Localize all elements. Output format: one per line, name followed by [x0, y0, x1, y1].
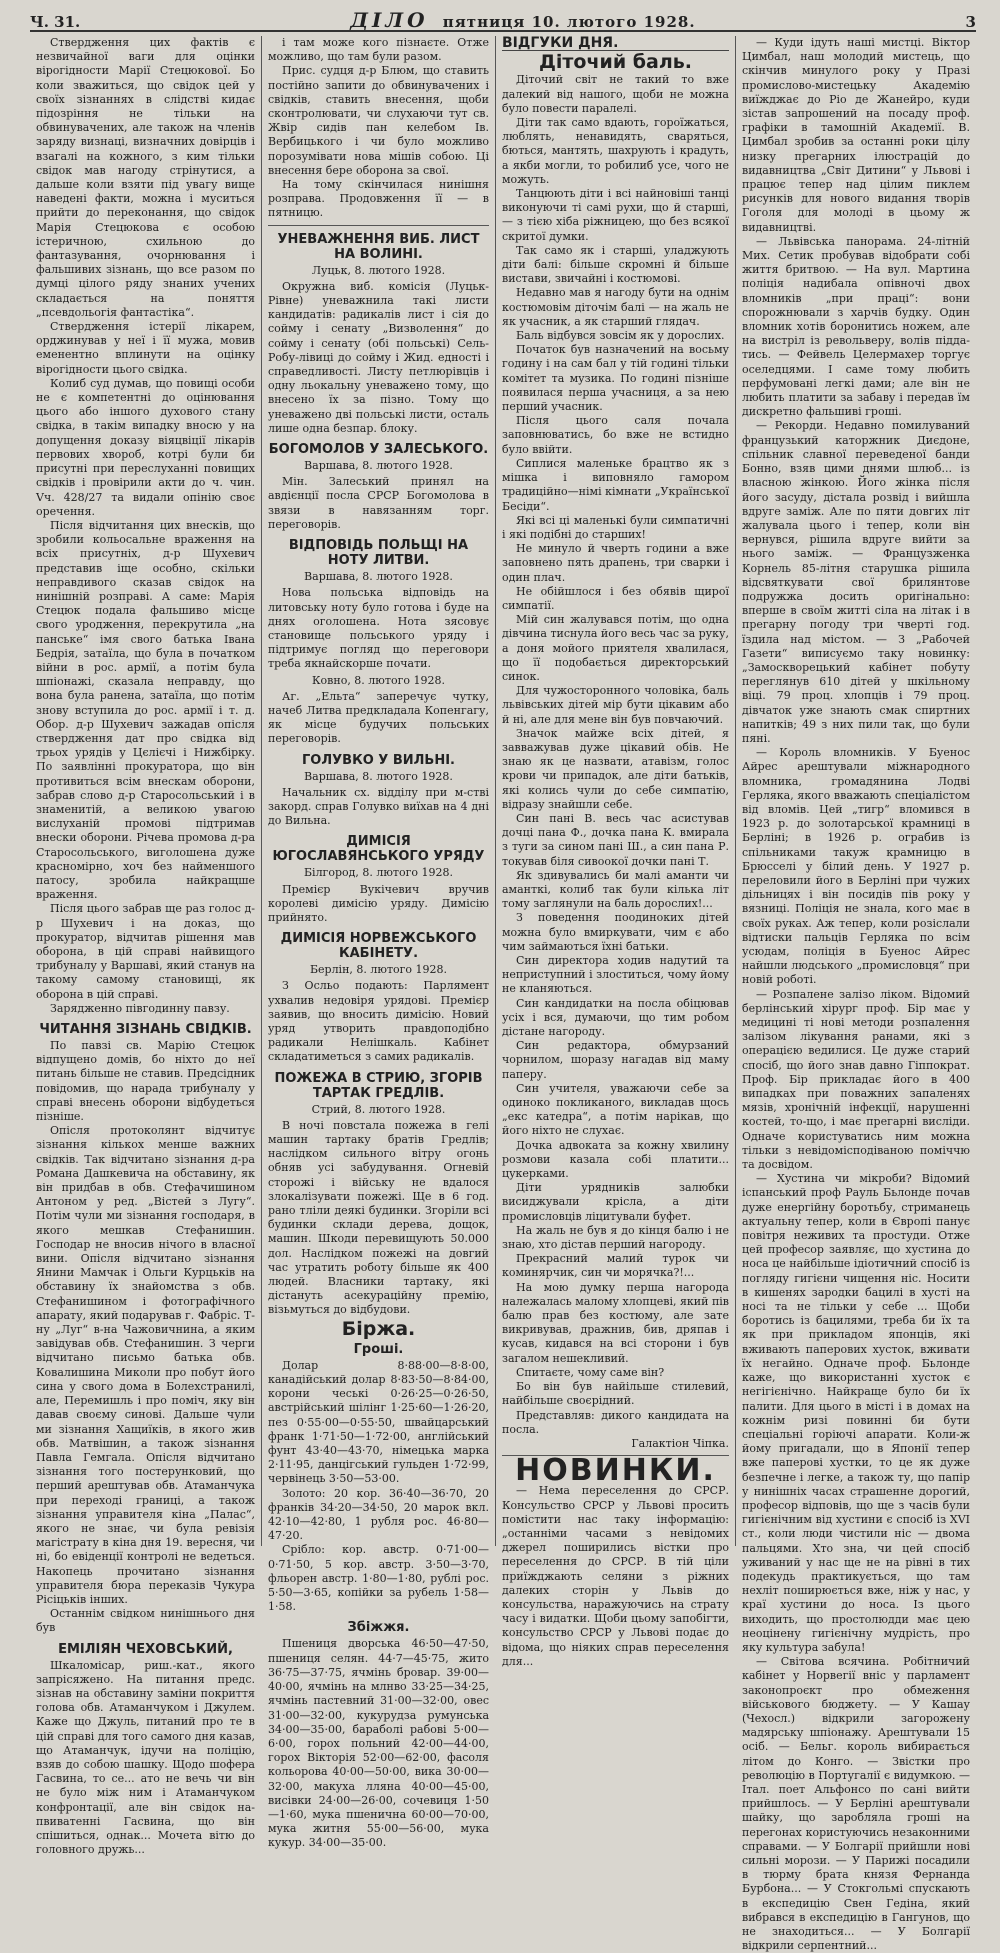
- article-paragraph: Після цього саля почала заповнюватись, бо вже не встидно було ввійти.: [502, 414, 729, 456]
- article-paragraph: Окружна виб. комісія (Луцьк-Рівне) уневажнила такі листи кандидатів: радикалів лист і сія до сойму і сенату „Визволення“ до сойму і сенату (обі польські) Сель-Робу-лівиці до сойму і Жид. едності і справедливості. Листу петлюрівців і одну льокальну уневажено тому, що внесено їх за пізно. Тому що уневажено дві польські листи, осталь лише одна безпар. блоку.: [268, 279, 489, 435]
- dateline: Берлін, 8. лютого 1928.: [309, 963, 448, 977]
- article-paragraph: Дочка адвоката за кожну хвилину розмови казала собі платити... цукерками.: [502, 1138, 729, 1181]
- article-paragraph: Як здивувались би малі аманти чи аманткі, колиб так були кілька літ тому заглянули на баль дорослих!...: [502, 868, 729, 911]
- news-headline: ПОЖЕЖА В СТРИЮ, ЗГОРІВ ТАРТАК ГРЕДЛІВ.: [274, 1070, 483, 1101]
- article-paragraph: Значок майже всіх дітей, я завважував дуже цікавий обів. Не знаю як це назвати, атавізм, голос крови чи припадок, але діти батьків, які колись чули до себе симпатію, відразу знайшли себе.: [502, 726, 729, 811]
- article-paragraph: Мій син жалувався потім, що одна дівчина тиснула його весь час за руку, а доня мойого приятеля хвалилася, що її подобається директорський синок.: [502, 613, 729, 683]
- article-paragraph: Які всі ці маленькі були симпатичні і які подібні до старших!: [502, 513, 729, 541]
- article-paragraph: На тому скінчилася нинішня розправа. Продовження її — в пятницю.: [268, 178, 489, 220]
- news-headline: ДИМІСІЯ НОРВЕЖСЬКОГО КАБІНЕТУ.: [280, 931, 477, 962]
- market-paragraph: Пшениця дворська 46·50—47·50, пшениця селян. 44·7—45·75, жито 36·75—37·75, ячмінь бровар. 39·00—40·00, ячмінь на млнво 33·25—34·25, ячмінь пастевний 31·00—32·00, овес 31·00—32·00, кукурудза румунська 34·00—35·00, бараболі рабові 5·00—6·00, горох польний 42·00—44·00, горох Вікторія 52·00—62·00, фасоля кольорова 40·00—50·00, вика 30·00—32·00, макуха лляна 40·00—45·00, висівки 24·00—26·00, сочевиця 1·50—1·60, мука пшенична 60·00—70·00, мука житня 55·00—56·00, мука кукур. 34·00—35·00.: [268, 1637, 489, 1850]
- article-paragraph: Син пані В. весь час асистував дочці пана Ф., дочка пана К. вмирала з туги за сином пані Ш., а син пана Р. токував біля сивоокої дочки пані Т.: [502, 811, 729, 868]
- article-paragraph: Після відчитання цих внесків, що зробили кольосальне враження на всіх присутніх, д-р Шухевич представив іще особно, скільки неправдивого сказав свідок на нинішній розправі. А саме: Марія Стецюк подала фальшиво місце свого уродження, перекрутила „на панське“ імя свого батька Івана Бедрія, затаїла, що була в початком війни в рос. армії, а потім була шпіонажі, сказала неправду, що вона була ранена, затаїла, що потім знову вступила до рос. армії і т. д. Обор. д-р Шухевич зажадав опісля ствердження дат про свідка від трьох урядів у Цєлієчі і Нижбірку. По заявлінні прокуратора, що він противиться всім внескам оборони, забрав слово д-р Старосольський і в знаменитій, а великою увагою вислуханій промові підтримав внески оборони. Річева промова д-ра Старосольського, виголошена дуже красномірно, хоч без найменшого патосу, зробила найкращше враження.: [36, 518, 255, 902]
- news-paragraph: — Хустина чи мікроби? Відомий іспанський проф Рауль Бьлонде почав дуже енергійну боротьбу, стриманець актуальну тепер, коли в Європі панує повітря неживих та простуди. Отже цей професор заявляє, що хустина до носа це найбільше ідіотичний спосіб із погляду гигієни чищення ніс. Носити в кишенях зародки бацилі в хусті на носі та не тільки у себе ... Щоби боротись із бацилями, треба би їх та як при прикладом японців, які вживають паперових хусток, вживати їх негайно. Одначе проф. Бьлонде каже, що використанні хусток є негігієнічно. Найкраще було би їх палити. Для цього в місті і в домах на кожнім ризі повинні би бути спеціальні горіючі апарати. Коли-ж йому пригадали, що в Японії тепер вже паперові хустки, то це як дуже безпечне і легке, а також ту, що папір у нинішніх часах страшенне дорогий, професор відповів, що ще з часів були гигієнічним від хустини є спосіб із XVI ст., коли люди чистили ніс — двома пальцями. Хто зна, чи цей спосіб уживаний у нас ще не на рівні в тих подекудь практикується, що там нехліт поширюється вже, ніж у нас, у краї хустини до носа. Із цього виходить, що простолюдди має цею неоцінену гигієнічну мудрість, про яку культура забула!: [742, 1172, 970, 1654]
- news-headline: ГОЛУВКО У ВИЛЬНІ.: [302, 752, 455, 768]
- article-paragraph: Син редактора, обмурзаний чорнилом, шоразу нагадав від маму паперу.: [502, 1039, 729, 1081]
- article-paragraph: Ствердження істерії лікарем, орджинував у неї і її мужа, мовив еменентно вплинути на оцінку вірогідности цього свідка.: [36, 320, 255, 376]
- section-title-news: НОВИНКИ.: [515, 1453, 716, 1489]
- dateline: Ковно, 8. лютого 1928.: [312, 673, 445, 687]
- news-paragraph: — Львівська панорама. 24-літній Мих. Сетик пробував відобрати собі життя бритвою. — На вул. Мартина поліція надибала опівночі двох вломників „при праці“: вони спорожнювали з харчів будку. Один вломник хотів боронитись ножем, але на вистріл із револьверу, волів підда-тись. — Фейвель Целермахер торгує оселедцями. І саме тому любить перфумовані легкі дами; але він не любить платити за забаву і передав їм дискретно фальшиві гроші.: [742, 234, 970, 419]
- article-paragraph: Для чужосторонного чоловіка, баль львівських дітей мір бути цікавим або й ні, але для мене він був повчаючий.: [502, 684, 729, 726]
- news-headline: ВІДПОВІДЬ ПОЛЬЩІ НА НОТУ ЛИТВИ.: [288, 538, 469, 569]
- column-1: [30, 36, 262, 1857]
- dateline: Варшава, 8. лютого 1928.: [304, 459, 453, 473]
- masthead-center: [350, 8, 695, 32]
- news-headline: ДИМІСІЯ ЮГОСЛАВЯНСЬКОГО УРЯДУ: [272, 834, 485, 865]
- market-paragraph: Срібло: кор. австр. 0·71·00—0·71·50, 5 кор. австр. 3·50—3·70, фльорен австр. 1·80—1·80, рублі рос. 5·50—3·65, копійки за рубель 1·58—1·58.: [268, 1543, 489, 1614]
- article-paragraph: Син директора ходив надутий та неприступний і злоститься, чому йому не кланяються.: [502, 954, 729, 996]
- article-paragraph: Початок був назначений на восьму годину і на сам бал у тій годині тільки комітет та музика. По годині пізніше появилася перша учасниця, а за нею перший учасник.: [502, 343, 729, 414]
- article-paragraph: Так само як і старші, уладжують діти балі: більше скромні й більше вистави, звичайні і костюмові.: [502, 243, 729, 286]
- divider: [268, 225, 489, 226]
- news-paragraph: — Куди ідуть наші мистці. Віктор Цимбал, наш молодий мистець, що скінчив минулого року у Празі промислово-мистецьку Академію виїжджає до Ріо де Жанейро, куди зістав запрошений на посаду проф. графіки в тамошній Академії. В. Цимбал зробив за останні роки цілу низку прегарних ілюстрацій до видавництва „Світ Дитини“ у Львові і працює тепер над цілим пиклем рисунків для нового видання творів Гоголя для молоді в цьому ж видавництві.: [742, 36, 970, 234]
- news-paragraph: — Рекорди. Недавно помилуваний французький каторжник Диєдоне, спільник славної переведеної банди Бонно, взяв цими днями шлюб... із власною жінкою. Його жінка після його засуду, дістала розвід і вийшла вдруге заміж. Але по пяти довгих літ жалувала цього і тепер, коли він вернувся, рішила вдруге вийти за нього заміж. — Французженка Корнель 85-літня старушка рішила відсвяткувати свої брилянтове подружжа досить оригінально: вперше в своїм житті сіла на літак і в прегарну погоду три чверті год. їздила над містом. — З „Рабочей Газети“ виписуємо таку новинку: „Замоскворецький кабінет побуту переглянув 610 дітей у шкільному віці. 79 проц. хлопців і 79 проц. дівчаток уже знають смак спиртних напитків; 49 з них пили так, що були пяні.: [742, 419, 970, 745]
- article-paragraph: На мою думку перша нагорода належалась малому хлопцеві, який пів балю прав без костюму, але зате викривував, дражнив, бив, дряпав і кусав, кидався на всі сторони і був загалом нешекливий.: [502, 1280, 729, 1365]
- article-paragraph: Не минуло й чверть години а вже заповнено пять драпень, три сварки і один плач.: [502, 542, 729, 584]
- page-number-right: 3: [965, 13, 976, 31]
- article-paragraph: З поведення поодиноких дітей можна було вмиркувати, чим є або чим займаються їхні батьки.: [502, 911, 729, 953]
- subheading: Збіжжя.: [347, 1620, 410, 1636]
- subheading: ЕМІЛІЯН ЧЕХОВСЬКИЙ,: [58, 1641, 233, 1657]
- article-paragraph: Син кандидатки на посла обіцював усіх і вся, думаючи, що тим робом дістане нагороду.: [502, 996, 729, 1039]
- article-paragraph: Премієр Вукічевич вручив королеві димісію уряду. Димісію прийнято.: [268, 882, 489, 924]
- article-paragraph: Зарядженно півгодинну павзу.: [50, 1001, 230, 1015]
- section-title-birzha: Біржа.: [341, 1317, 416, 1340]
- market-paragraph: Золото: 20 кор. 36·40—36·70, 20 франків 34·20—34·50, 20 марок вкл. 42·10—42·80, 1 рубля рос. 46·80—47·20.: [268, 1486, 489, 1543]
- news-paragraph: — Світова всячина. Робітничий кабінет у Норвегії вніс у парламент законопроєкт про обмеження військового бюджету. — У Кашау (Чехосл.) відкрили загорожену мадярську шпіонажу. Арештували 15 осіб. — Бельг. король вибирається літом до Конго. — Звістки про революцію в Португалії є видумкою. — Італ. поет Альфонсо по сані вийти прийшлось. — У Берліні арештували шайку, що заробляла гроші на перегонах користуючись незаконними справами. — У Болгарії прийшли нові сильні морози. — У Парижі посадили в тюрму брата князя Фернанда Бурбона... — У Стокгольмі спускають в експедицію Свен Гедіна, який вибрався в експедицію в Гангунов, що не знаходиться... — У Болгарії відкрили серпентний...: [742, 1655, 970, 1953]
- article-paragraph: Діти урядників залюбки висиджували крісла, а діти промисловців ліцитували буфет.: [502, 1181, 729, 1223]
- article-paragraph: Діти так само вдають, гороїжаться, люблять, ненавидять, сваряться, бються, мантять, шахрують і крадуть, а якби могли, то робилиб усе, чого не можуть.: [502, 116, 729, 186]
- article-paragraph: Не обійшлося і без обявів щирої симпатії.: [502, 584, 729, 612]
- news-paragraph: — Нема переселення до СРСР. Консульство СРСР у Львові просить помістити нас таку інформацію: „останніми часами з невідомих джерел поширились вістки про переселення до СРСР. В тій ціли приїжджають селяни з ріжних далеких сторін у Львів до консульства, наражуючись на страту часу і видатки. Щоби цьому запобігти, консульство СРСР у Львові подає до відома, що ніяких справ переселення для...: [502, 1484, 729, 1668]
- article-paragraph: Прекрасний малий турок чи коминярчик, син чи морячка?!...: [502, 1252, 729, 1280]
- column-3: [496, 35, 736, 1668]
- market-paragraph: Долар 8·88·00—8·8·00, канадійський долар 8·83·50—8·84·00, корони чеські 0·26·25—0·26·50, австрійський шілінг 1·25·60—1·26·20, пез 0·55·00—0·55·50, швайцарський франк 1·71·50—1·72·00, англійський фунт 43·40—43·70, німецька марка 2·11·95, данцігський гульден 1·72·99, червінець 3·50—53·00.: [268, 1358, 489, 1486]
- feuilleton-title: Діточий баль.: [538, 51, 693, 74]
- article-paragraph: Сиплися маленьке брацтво як з мішка і виповняло гамором традиційно—німі кімнати „Української Бесіди“.: [502, 456, 729, 513]
- article-paragraph: Прис. судця д-р Блюм, що ставить постійно запити до обвинувачених і свідків, ставить внесення, щоби сконтролювати, чи слухаючи тут св. Жвір сидів пан келебом Ів. Вербицького і чи було можливо порозумівати нова мішів собою. Ці внесення бере оборона за свої.: [268, 64, 489, 177]
- article-paragraph: На жаль не був я до кінця балю і не знаю, хто дістав перший нагороду.: [502, 1223, 729, 1252]
- article-paragraph: З Осльо подають: Парлямент ухвалив недовіря урядові. Премієр заявив, що вносить димісію. Новий уряд утворить правдоподібно радикали Нелішкаль. Кабінет складатиметься з самих радикалів.: [268, 979, 489, 1064]
- article-paragraph: Недавно мав я нагоду бути на однім костюмовім діточім балі — на жаль не як учасник, а як старший глядач.: [502, 286, 729, 328]
- news-headline: БОГОМОЛОВ У ЗАЛЕСЬКОГО.: [268, 442, 489, 458]
- article-paragraph: Представляв: дикого кандидата на посла.: [502, 1408, 729, 1436]
- article-paragraph: Танцюють діти і всі найновіші танці виконуючи ті самі рухи, що й старші, — з тією хіба ріжницею, що без всякої скритої думки.: [502, 187, 729, 243]
- article-paragraph: Спитаєте, чому саме він?: [516, 1365, 665, 1379]
- subheading: Гроші.: [353, 1341, 404, 1357]
- dateline: Варшава, 8. лютого 1928.: [304, 769, 453, 783]
- article-paragraph: Останнім свідком нинішнього дня був: [36, 1607, 255, 1635]
- subheading: ЧИТАННЯ ЗІЗНАНЬ СВІДКІВ.: [39, 1022, 252, 1038]
- dateline: Варшава, 8. лютого 1928.: [304, 570, 453, 584]
- article-paragraph: Ствердження цих фактів є незвичайної ваги для оцінки вірогідности Марії Стецюкової. Бо коли зважиться, що свідок цей у своїх зізнаннях в слідстві кидає підозріння не тільки на обвинувачених, але також на членів заряду визнаці, визначних довірців і взагалі на кожного, з ким тільки свідок мав нагоду стрінутися, а дальше коли взяти під увагу вище наведені факти, можна і муситься прийти до переконання, що свідок Марія Стецюкова є особою істеричною, схильною до фантазування, очорнювання і фальшивих зізнань, що все разом по думці цілого ряду знаних учених складається на поняття „псевдольогія фантастіка“.: [36, 36, 255, 319]
- news-paragraph: — Розпалене залізо ліком. Відомий берлінський хірург проф. Бір має у медицині ті нові методи розпалення залізом лікування ранами, які з операцією ведилися. Це дуже старий спосіб, що його знав давно Гіппократ. Проф. Бір прикладає його в 400 випадках при поважних запаленях мязів, хронічній інфекції, нарушенні костей, то-що, і має прегарні висліди. Одначе користуватись ним можна тільки з невідомісподіваною поміччю та досвідом.: [742, 987, 970, 1172]
- dateline: Стрий, 8. лютого 1928.: [311, 1102, 446, 1116]
- article-paragraph: Мін. Залеський принял на авдієнції посла СРСР Богомолова в звязи в навязанням торг. переговорів.: [268, 475, 489, 531]
- article-paragraph: Баль відбувся зовсім як у дорослих.: [516, 329, 725, 343]
- article-paragraph: Колиб суд думав, що повищі особи не є компетентні до оцінювання цього або іншого духового стану свідка, в такім випадку вносю у на допущення доказу віяцвіції лікарів первових хвороб, котрі були би присутні при переслуханні повищих свідків і провірили акти до ч. чин. Vч. 428/27 та видали опінію своє оречення.: [36, 376, 255, 518]
- page-number-left: Ч. 31.: [30, 13, 81, 31]
- article-paragraph: Шкаломісар, риш.-кат., якого запрісяжено. На питання предс. зізнав на обставину заміни покриття голова обв. Атаманчуком і Джулем. Каже що Джуль, питаний про те в цій справі для того самого дня казав, що Атаманчук, ідучи на поліцію, взяв до собою шашку. Щодо шофера Гасвина, то се... ато не вечь чи він не було між ним і Атаманчуком конфронтації, але він свідок на-пвиватенні Гасвина, що він спішиться, однак... Мочета вітю до головного дружь...: [36, 1658, 255, 1857]
- masthead: [30, 8, 976, 32]
- column-4: [736, 36, 976, 1953]
- column-2: [262, 36, 496, 1850]
- article-paragraph: Начальник сх. відділу при м-стві закорд. справ Голувко виїхав на 4 дні до Вильна.: [268, 785, 489, 828]
- news-paragraph: — Король вломників. У Буенос Айрес арештували міжнародного вломника, громадянина Лодві Герляка, якого вважають спеціалістом від вломів. Цей „тигр“ вломився в 1923 р. до золотарської крамниці в Берліні; в 1926 р. ограбив із спільниками такуж крамницю в Брюсселі у білий день. У 1927 р. переловили його в Берліні при чужих дільницях і він посидів пів року у вязниці. Поліція не знала, кого має в своїх руках. Аж тепер, коли розіслали відтиски пальців Герляка по всім усюдам, поліція в Буенос Айрес найшли людського „промисловця“ при новій роботі.: [742, 746, 970, 987]
- article-paragraph: Аг. „Ельта“ заперечує чутку, начеб Литва предкладала Копенгагу, як місце будучих польських переговорів.: [268, 689, 489, 746]
- article-paragraph: Опісля протоколянт відчитує зізнання кількох менше важних свідків. Так відчитано зізнання д-ра Романа Дашкевича на обставину, як він придбав в обв. Стефачишином Антоном у ред. „Вістей з Лугу“. Потім чули ми зізнання господаря, в якого мешкав Стефанишин. Господар не вносив нічого в власної вини. Опісля відчитано зізнання Янини Мамчак і Ольги Курцьків на обставину їх знайомства з обв. Стефанишином і фотографічного апарату, який подарував г. Фабріс. Т-ну „Луг“ в-на Чажовичнина, а яким завідував обв. Стефанишин. З черги відчитано письмо батька обв. Ковалишина Миколи про побут його сина у свого дома в Болехстранилі, але, Перемишль і про поміч, яку він давав своєму синові. Дальше чули ми зізнання Хащиїків, в якого жив обв. Матвішин, а також зізнання Павла Гемгала. Опісля відчитано зізнання того постерунковий, що перший арештував обв. Атаманчука при переході границі, а також зізнання управителя кіна „Палас“, якого не знає, чи була ревізія магістрату в кіна дня 19. вересня, чи ні, бо евіденції контролі не ведеться. Накопець прочитано зізнання управителя бюра переказів Чукура Рісіцьків інших.: [36, 1124, 255, 1606]
- article-paragraph: Бо він був найільше стилевий, найбільше своєрідний.: [502, 1380, 729, 1408]
- article-paragraph: Нова польська відповідь на литовську ноту було готова і буде на днях оголошена. Нота зясовує становище польського уряду і підтримує погляд що переговори треба якнайскорше почати.: [268, 586, 489, 671]
- news-headline: УНЕВАЖНЕННЯ ВИБ. ЛИСТ НА ВОЛИНІ.: [277, 231, 480, 262]
- article-paragraph: В ночі повстала пожежа в гелі машин тартаку братів Гредлів; наслідком сильного вітру огонь обняв усі забудування. Огневій сторожі і війську не вдалося злокалізувати пожежі. Ще в 6 год. рано тліли деякі будинки. Згоріли всі будинки склади дерева, дощок, машин. Шкоди перевищують 50.000 дол. Наслідком пожежі на довгий час утратить роботу більше як 400 людей. Власники тартаку, які дістануть асекураційну премію, візьмуться до відбудови.: [268, 1118, 489, 1317]
- article-paragraph: і там може кого пізнаєте. Отже можливо, що там були разом.: [268, 36, 489, 64]
- section-header: ВІДГУКИ ДНЯ.: [502, 36, 729, 51]
- article-paragraph: Син учителя, уважаючи себе за одиноко покликаного, викладав щось „екс катедра“, а потім нарікав, що його ніхто не слухає.: [502, 1081, 729, 1138]
- article-paragraph: По павзі св. Марію Стецюк відпущено домів, бо ніхто до неї питань більше не ставив. Предсідник повідомив, що нарада трибуналу у справі внесень оборони відбудеться пізніше.: [36, 1039, 255, 1124]
- article-paragraph: Діточий світ не такий то вже далекий від нашого, щоби не можна було повести паралелі.: [502, 73, 729, 115]
- issue-date: пятниця 10. лютого 1928.: [442, 13, 696, 31]
- author-signature: Галактіон Чіпка.: [631, 1436, 729, 1450]
- newspaper-title: ДІЛО: [350, 8, 429, 32]
- dateline: Луцьк, 8. лютого 1928.: [311, 263, 446, 277]
- dateline: Білгород, 8. лютого 1928.: [303, 866, 454, 880]
- article-paragraph: Після цього забрав ще раз голос д-р Шухевич і на доказ, що прокуратор, відчитав рішення мав оборона, в цій справі найвищого трибуналу у Варшаві, який станув на такому самому становищі, як оборона в цій справі.: [36, 902, 255, 1001]
